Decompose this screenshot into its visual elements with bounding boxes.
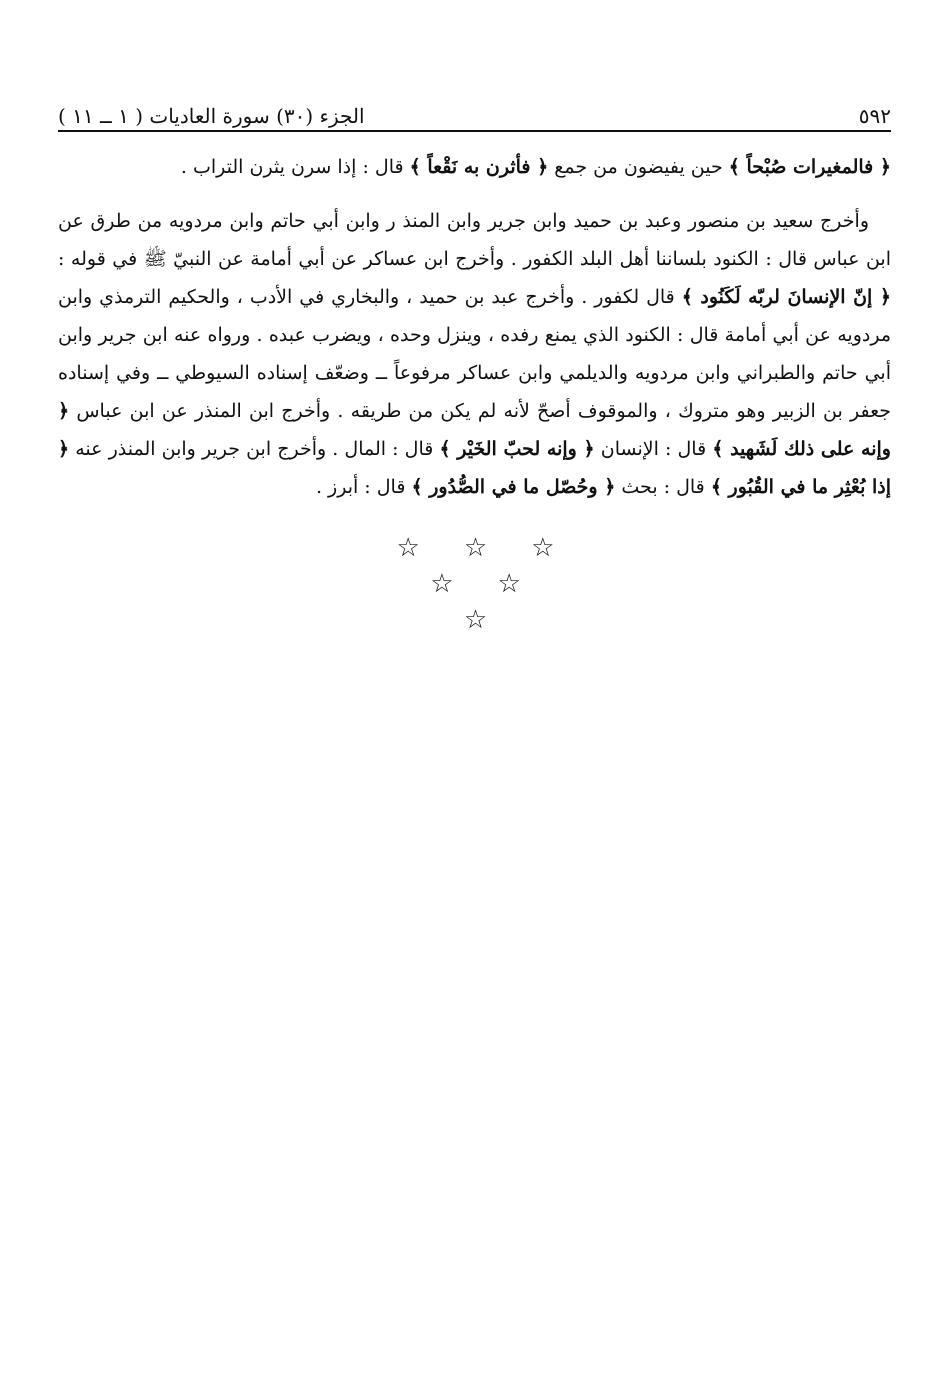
quran-quote: ﴿ وإنه لحبّ الخَيْر ﴾ [439,438,595,460]
star-ornament [0,530,951,638]
text-run: قال لكفور . وأخرج عبد بن حميد ، والبخاري في الأدب ، والحكيم الترمذي وابن مردويه عن أبي أمامة قال : الكنود الذي يمنع رفده ، وينزل وحده ، ويضرب عبده . ورواه عنه ابن جرير وابن أبي حاتم والطبراني وابن مردويه والديلمي وابن عساكر مرفوعاً ــ وضعّف إسناده السيوطي ــ وفي إسناده جعفر بن الزبير وهو متروك ، والموقوف أصحّ لأنه لم يكن من طريقه . وأخرج ابن المنذر عن ابن عباس [58,286,891,422]
quran-quote: ﴿ فأثرن به نَقْعاً ﴾ [409,156,549,178]
star-icon: ☆ [396,533,420,563]
text-run: حين يفيضون من جمع [548,156,729,178]
paragraph-1 [58,148,891,186]
header-rule [58,130,891,132]
text-run: قال : بحث [615,476,711,498]
quran-quote: ﴿ إذا بُعْثِر ما في القُبُور ﴾ [58,438,891,498]
quran-quote: ﴿ فالمغيرات صُبْحاً ﴾ [728,156,891,178]
star-row-top [0,530,951,566]
star-icon: ☆ [463,533,488,563]
text-run: قال : أبرز . [315,476,412,498]
star-row-bottom [0,602,951,638]
body-text [58,148,891,506]
quran-quote: ﴿ وحُصّل ما في الصُّدُور ﴾ [411,476,616,498]
paragraph-2 [58,202,891,506]
star-icon: ☆ [463,605,488,635]
star-icon: ☆ [497,569,521,599]
quran-quote: ﴿ وإنه على ذلك لَشَهيد ﴾ [58,400,891,460]
running-title: الجزء (٣٠) سورة العاديات ( ١ ــ ١١ ) [58,104,365,128]
text-run: قال : الإنسان [594,438,713,460]
page-header [58,92,891,128]
star-row-middle [0,566,951,602]
text-run: قال : المال . وأخرج ابن جرير وابن المنذر عنه [69,438,440,460]
page-number: ٥٩٢ [858,104,891,128]
text-run: قال : إذا سرن يثرن التراب . [180,156,410,178]
star-icon: ☆ [430,569,454,599]
star-icon: ☆ [531,533,555,563]
text-run: وأخرج سعيد بن منصور وعبد بن حميد وابن جرير وابن المنذ ر وابن أبي حاتم وابن مردويه من طرق عن ابن عباس قال : الكنود بلساننا أهل البلد الكفور . وأخرج ابن عساكر عن أبي أمامة عن النبيّ ﷺ في قوله : [58,210,891,270]
quran-quote: ﴿ إنّ الإنسانَ لربّه لَكَنُود ﴾ [681,286,891,308]
